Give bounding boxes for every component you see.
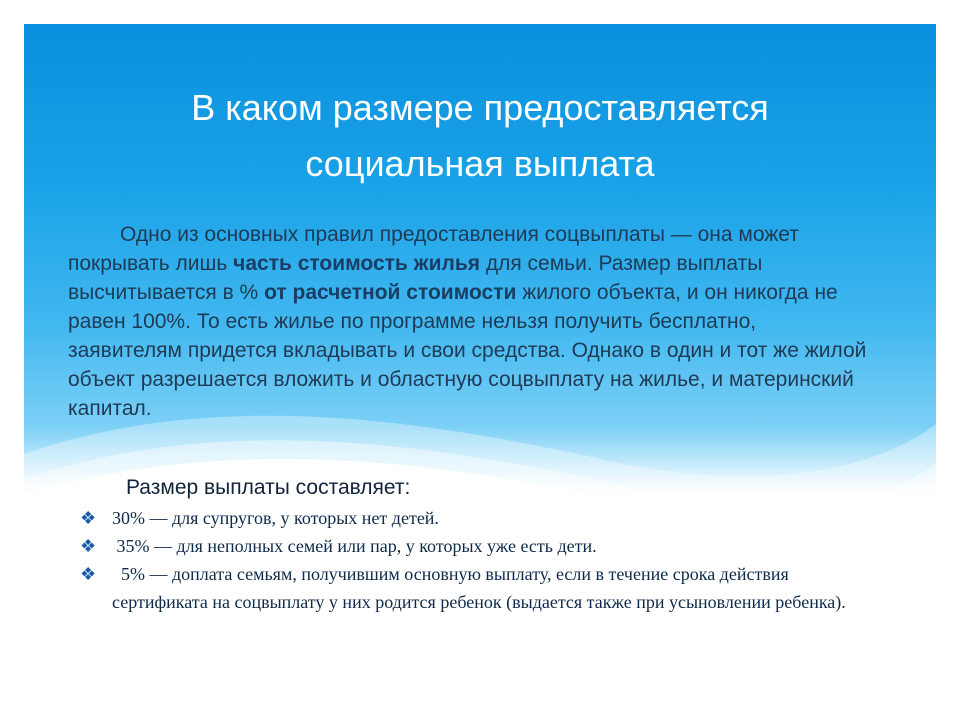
diamond-bullet-icon: ❖ xyxy=(80,508,97,528)
main-paragraph xyxy=(68,220,868,423)
paragraph-bold-1: часть стоимость жилья xyxy=(233,252,480,275)
list-item-text: 35% — для неполных семей или пар, у которых уже есть дети. xyxy=(112,536,597,556)
paragraph-part-1: Одно из основных правил предоставления соцвыплаты — она может покрывать лишь xyxy=(68,223,799,275)
title-line-2: социальная выплата xyxy=(305,143,655,184)
list-item-text: 30% — для супругов, у которых нет детей. xyxy=(112,508,439,528)
list-item xyxy=(78,560,878,616)
list-item xyxy=(78,504,878,532)
list-item xyxy=(78,532,878,560)
body-text xyxy=(68,220,868,423)
slide-title xyxy=(84,80,876,192)
paragraph-part-3: жилого объекта, и он никогда не равен 100%. То есть жилье по программе нельзя получить бесплатно, заявителям придется вкладывать и свои средства. Однако в один и тот же жилой объект разрешается вложить и областную соцвыплату на жилье, и материнский капитал. xyxy=(68,281,867,420)
title-line-1: В каком размере предоставляется xyxy=(191,87,769,128)
bullet-list xyxy=(78,504,878,616)
diamond-bullet-icon: ❖ xyxy=(80,564,97,584)
list-heading: Размер выплаты составляет: xyxy=(126,476,411,499)
paragraph-bold-2: от расчетной стоимости xyxy=(264,281,517,304)
paragraph-part-2: для семьи. Размер выплаты высчитывается в % xyxy=(68,252,763,304)
diamond-bullet-icon: ❖ xyxy=(80,536,97,556)
list-item-text: 5% — доплата семьям, получившим основную выплату, если в течение срока действия сертификата на соцвыплату у них родится ребенок (выдается также при усыновлении ребенка). xyxy=(112,564,846,612)
